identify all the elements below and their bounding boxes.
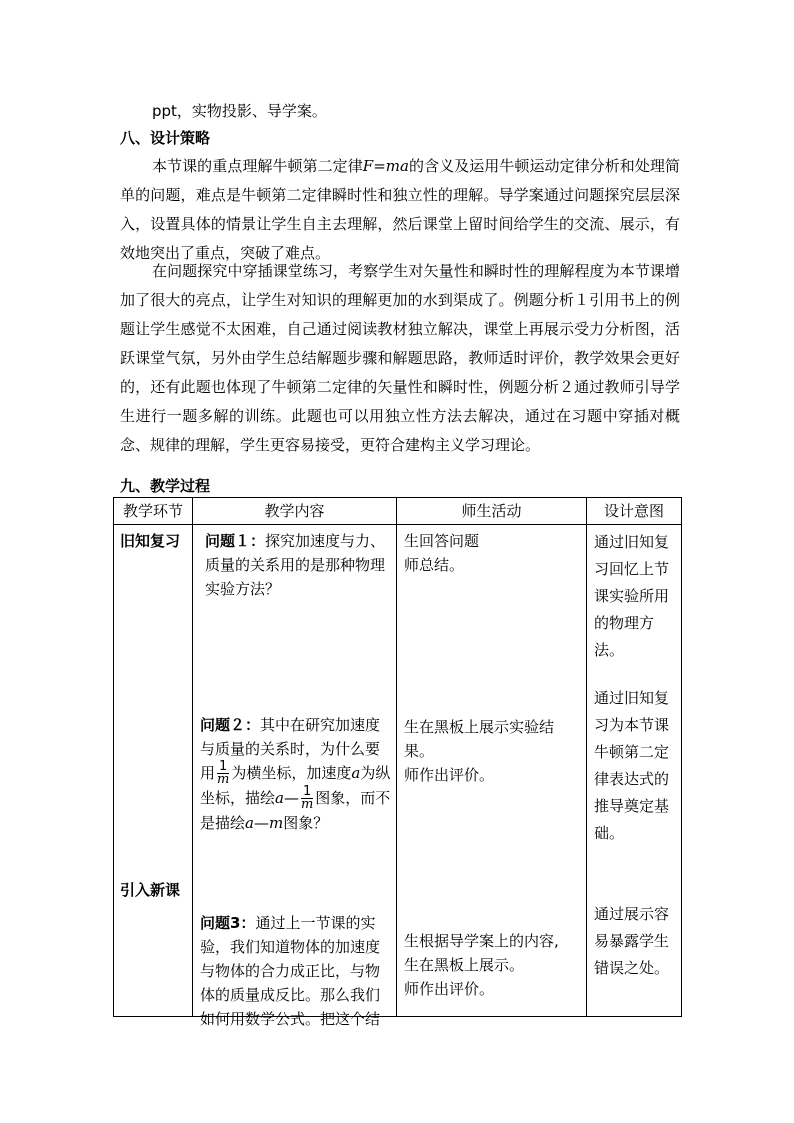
content-cell bbox=[193, 525, 397, 1028]
section-8-heading: 八、设计策略 bbox=[120, 129, 211, 147]
header-intent: 设计意图 bbox=[587, 498, 682, 525]
table-body-row bbox=[114, 525, 682, 1017]
activity-2: 生在黑板上展示实验结果。 师作出评价。 bbox=[404, 718, 555, 784]
intent-cell bbox=[587, 525, 682, 1017]
intent-2: 通过旧知复习为本节课牛顿第二定律表达式的推导奠定基础。 bbox=[594, 689, 670, 842]
stage-introduce: 引入新课 bbox=[120, 881, 181, 899]
header-stage: 教学环节 bbox=[114, 498, 193, 525]
materials-line: ppt，实物投影、导学案。 bbox=[152, 102, 327, 120]
question-2: 问题２：其中在研究加速度与质量的关系时，为什么要用 $\frac{1}{m}$ 为横坐标，加速度a为纵坐标，描绘a— $\frac{1}{m}$ 图象，而不是描绘a—m图象？ bbox=[200, 716, 391, 832]
design-strategy-paragraph-1: 本节课的重点理解牛顿第二定律F=ma的含义及运用牛顿运动定律分析和处理简单的问题，难点是牛顿第二定律瞬时性和独立性的理解。导学案通过问题探究层层深入，设置具体的情景让学生自主去理解，然后课堂上留时间给学生的交流、展示，有效地突出了重点，突破了难点。 bbox=[120, 157, 680, 262]
formula-f-ma: F=ma bbox=[362, 157, 409, 175]
design-strategy-paragraph-2: 在问题探究中穿插课堂练习，考察学生对矢量性和瞬时性的理解程度为本节课增加了很大的亮点，让学生对知识的理解更加的水到渠成了。例题分析１引用书上的例题让学生感觉不太困难，自己通过阅读教材独立解决，课堂上再展示受力分析图，活跃课堂气氛，另外由学生总结解题步骤和解题思路，教师适时评价，教学效果会更好的，还有此题也体现了牛顿第二定律的矢量性和瞬时性，例题分析２通过教师引导学生进行一题多解的训练。此题也可以用独立性方法去解决，通过在习题中穿插对概念、规律的理解，学生更容易接受，更符合建构主义学习理论。 bbox=[120, 262, 680, 454]
header-content: 教学内容 bbox=[193, 498, 397, 525]
stage-cell bbox=[114, 525, 193, 1017]
teaching-process-table bbox=[113, 497, 682, 1028]
fraction-one-over-m: $\frac{1}{m}$ bbox=[217, 759, 230, 787]
table-header-row bbox=[114, 498, 682, 525]
section-9-heading: 九、教学过程 bbox=[120, 477, 211, 495]
question-1: 问题１：探究加速度与力、质量的关系用的是那种物理实验方法？ bbox=[205, 532, 386, 598]
fraction-one-over-m-2: $\frac{1}{m}$ bbox=[300, 784, 314, 812]
intent-1: 通过旧知复习回忆上节课实验所用的物理方法。 bbox=[594, 533, 670, 659]
intent-3: 通过展示容易暴露学生错误之处。 bbox=[594, 905, 670, 977]
stage-review: 旧知复习 bbox=[120, 532, 181, 550]
activity-1: 生回答问题 师总结。 bbox=[404, 532, 480, 574]
header-activity: 师生活动 bbox=[397, 498, 587, 525]
activity-3: 生根据导学案上的内容, 生在黑板上展示。 师作出评价。 bbox=[404, 932, 559, 998]
activity-cell bbox=[397, 525, 587, 1017]
question-3: 问题3：通过上一节课的实验，我们知道物体的加速度与物体的合力成正比，与物体的质量成反比。那么我们如何用数学公式。把这个结 bbox=[200, 914, 381, 1028]
